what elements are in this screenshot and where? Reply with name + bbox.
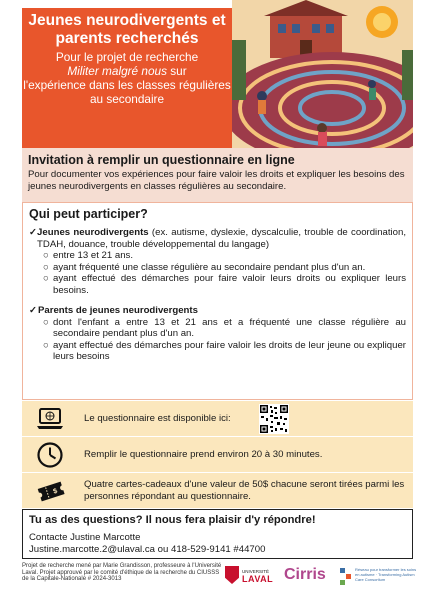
- ethics-note: Projet de recherche mené par Marie Grandisson, professeure à l'Université Laval. Projet approuvé par le comité d'éthique de la recherche du CIUSSS de la Capitale-Nationale # 2024-3013: [22, 563, 222, 583]
- qr-code[interactable]: [259, 404, 289, 434]
- contact-details[interactable]: Justine.marcotte.2@ulaval.ca ou 418-529-9141 #44700: [29, 544, 266, 555]
- circle-bullet-icon: ○: [43, 316, 49, 328]
- circle-bullet-icon: ○: [43, 250, 49, 261]
- project-name: Militer malgré nous: [67, 64, 167, 78]
- contact-box: [22, 509, 413, 559]
- contact-heading: Tu as des questions? Il nous fera plaisir d'y répondre!: [29, 514, 316, 526]
- ticket-icon: [36, 478, 66, 509]
- list-item: ○ ayant fréquenté une classe régulière au secondaire pendant plus d'un an.: [43, 261, 366, 273]
- invitation-heading: Invitation à remplir un questionnaire en ligne: [28, 153, 295, 167]
- project-subtitle: Pour le projet de recherche Militer malgré nous sur l'expérience dans les classes régulières au secondaire: [23, 50, 231, 106]
- laptop-icon: [36, 406, 64, 437]
- check-icon: ✓: [29, 305, 38, 316]
- eligibility-box: [22, 202, 413, 400]
- group-youth: ✓ Jeunes neurodivergents (ex. autisme, dyslexie, dyscalculie, trouble de coordination, TDAH, douance, trouble développemental du langage) ○ entre 13 et 21 ans. ○ ayant fréquenté une classe régulière au secondaire pendant plus d'un an. ○ ayant effectué des démarches pour faire valoir leurs droits ou expliquer leurs besoins.: [29, 227, 406, 296]
- shield-icon: [225, 566, 239, 584]
- gift-card-text: Quatre cartes-cadeaux d'une valeur de 50$ chacune seront tirées parmi les personnes répondant au questionnaire.: [84, 479, 405, 502]
- eligibility-heading: Qui peut participer?: [29, 207, 148, 221]
- list-item: ○ dont l'enfant a entre 13 et 21 ans et a fréquenté une classe régulière au secondaire pendant plus d'un an.: [43, 316, 406, 339]
- contact-name: Contacte Justine Marcotte: [29, 532, 141, 543]
- universite-laval-logo: UNIVERSITÉ LAVAL: [225, 566, 277, 586]
- clock-icon: [36, 441, 64, 474]
- group-parents: ✓ Parents de jeunes neurodivergents ○ dont l'enfant a entre 13 et 21 ans et a fréquenté une classe régulière au secondaire pendant plus d'un an. ○ ayant effectué des démarches pour faire valoir les droits de leur jeune ou expliquer leurs besoins: [29, 305, 406, 362]
- consortium-logo: Réseau pour transformer les soins en autisme · Transforming Autism Care Consortium: [340, 565, 420, 589]
- list-item: ○ ayant effectué des démarches pour faire valoir les droits de leur jeune ou expliquer leurs besoins: [43, 339, 406, 362]
- svg-text:$: $: [52, 487, 59, 496]
- list-item: ○ ayant effectué des démarches pour faire valoir leurs droits ou expliquer leurs besoins.: [43, 273, 406, 296]
- duration-row: [22, 436, 413, 472]
- circle-bullet-icon: ○: [43, 339, 49, 351]
- maze-illustration: [232, 0, 413, 148]
- circle-bullet-icon: ○: [43, 273, 49, 284]
- questionnaire-link-row: [22, 400, 413, 436]
- consortium-mark-icon: [340, 568, 352, 586]
- cirris-logo: Cirris: [284, 566, 326, 583]
- circle-bullet-icon: ○: [43, 261, 49, 273]
- invitation-box: [22, 148, 413, 202]
- footer: [22, 563, 422, 593]
- page-title: Jeunes neurodivergents et parents recherchés: [28, 12, 226, 47]
- duration-text: Remplir le questionnaire prend environ 20 à 30 minutes.: [84, 449, 323, 460]
- invitation-text: Pour documenter vos expériences pour faire valoir les droits et expliquer les besoins des jeunes neurodivergents en classes régulières au secondaire.: [28, 169, 405, 192]
- check-icon: ✓: [29, 227, 38, 238]
- gift-card-row: [22, 472, 413, 508]
- title-banner: [22, 8, 232, 148]
- questionnaire-available-text: Le questionnaire est disponible ici:: [84, 413, 231, 424]
- list-item: ○ entre 13 et 21 ans.: [43, 250, 134, 261]
